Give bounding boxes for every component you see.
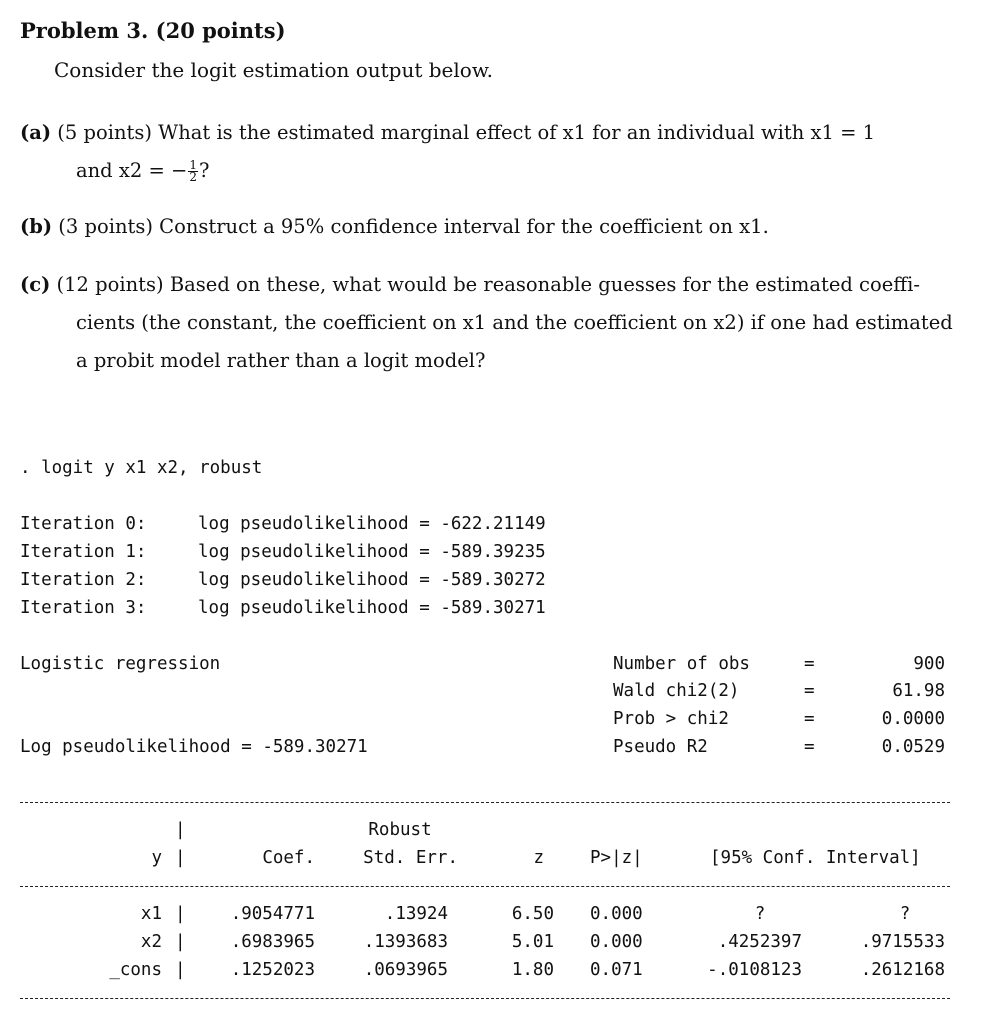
- table-bottom-rule: [20, 998, 950, 999]
- stat-label-r2: Pseudo R2: [613, 737, 708, 757]
- iteration-0-text: log pseudolikelihood = -622.21149: [198, 514, 546, 534]
- part-a-line1: [20, 121, 875, 144]
- row-x2-coef: .6983965: [230, 932, 315, 952]
- stat-label-prob: Prob > chi2: [613, 709, 729, 729]
- header-std-err: Std. Err.: [363, 848, 458, 868]
- header-y: y: [151, 848, 162, 868]
- row-cons-p: 0.071: [590, 960, 643, 980]
- stat-eq-prob: =: [804, 709, 815, 729]
- problem-title: Problem 3. (20 points): [20, 18, 286, 43]
- part-b-label: (b): [20, 215, 53, 238]
- part-c-line1: [20, 273, 920, 296]
- part-c-label: (c): [20, 273, 51, 296]
- iteration-1-label: Iteration 1:: [20, 542, 147, 562]
- row-x2-ci-low: .4252397: [717, 932, 802, 952]
- part-c-line2: cients (the constant, the coefficient on x1 and the coefficient on x2) if one had estimated: [76, 311, 953, 334]
- header-conf-interval: [95% Conf. Interval]: [710, 848, 921, 868]
- problem-intro: Consider the logit estimation output below.: [54, 58, 493, 82]
- header-separator: |: [175, 848, 186, 868]
- stat-eq-nobs: =: [804, 654, 815, 674]
- row-cons-ci-low: -.0108123: [707, 960, 802, 980]
- row-x1-ci-high: ?: [899, 904, 911, 924]
- row-x2-separator: |: [175, 932, 186, 952]
- stat-label-nobs: Number of obs: [613, 654, 750, 674]
- header-p-value: P>|z|: [590, 848, 643, 868]
- row-cons-var: _cons: [109, 960, 162, 980]
- iteration-1-text: log pseudolikelihood = -589.39235: [198, 542, 546, 562]
- stat-value-nobs: 900: [913, 654, 945, 674]
- part-a-label: (a): [20, 121, 52, 144]
- row-cons-ci-high: .2612168: [860, 960, 945, 980]
- row-x1-se: .13924: [384, 904, 448, 924]
- iteration-2-text: log pseudolikelihood = -589.30272: [198, 570, 546, 590]
- stat-eq-wald: =: [804, 681, 815, 701]
- row-cons-se: .0693965: [363, 960, 448, 980]
- log-pseudolikelihood: Log pseudolikelihood = -589.30271: [20, 737, 368, 757]
- fraction-denominator: 2: [189, 170, 197, 184]
- iteration-0-label: Iteration 0:: [20, 514, 147, 534]
- part-a-text2-pre: and x2 = −: [76, 159, 188, 182]
- row-x2-z: 5.01: [511, 932, 554, 952]
- model-name: Logistic regression: [20, 654, 221, 674]
- row-x1-ci-low: ?: [754, 904, 766, 924]
- part-c-text1: (12 points) Based on these, what would be reasonable guesses for the estimated coeffi-: [56, 273, 920, 296]
- iteration-3-label: Iteration 3:: [20, 598, 147, 618]
- part-a-text2-post: ?: [199, 159, 210, 182]
- fraction-numerator: 1: [189, 158, 197, 172]
- header-coef: Coef.: [262, 848, 315, 868]
- part-a-text: (5 points) What is the estimated marginal effect of x1 for an individual with x1 = 1: [57, 121, 876, 144]
- row-x1-var: x1: [140, 904, 162, 924]
- iteration-2-label: Iteration 2:: [20, 570, 147, 590]
- row-x1-p: 0.000: [590, 904, 643, 924]
- row-cons-separator: |: [175, 960, 186, 980]
- header-separator-top: |: [175, 820, 186, 840]
- stat-value-wald: 61.98: [892, 681, 945, 701]
- row-x1-separator: |: [175, 904, 186, 924]
- part-a-line2: [20, 152, 960, 190]
- table-header-rule: [20, 886, 950, 887]
- row-cons-coef: .1252023: [230, 960, 315, 980]
- part-c-line3: a probit model rather than a logit model?: [76, 349, 486, 372]
- iteration-3-text: log pseudolikelihood = -589.30271: [198, 598, 546, 618]
- row-x2-p: 0.000: [590, 932, 643, 952]
- part-a: [20, 114, 960, 190]
- row-x1-z: 6.50: [511, 904, 554, 924]
- stat-value-r2: 0.0529: [881, 737, 945, 757]
- header-z: z: [533, 848, 544, 868]
- stata-command: . logit y x1 x2, robust: [20, 458, 263, 478]
- part-b: [20, 208, 960, 246]
- row-x2-var: x2: [140, 932, 162, 952]
- stat-label-wald: Wald chi2(2): [613, 681, 740, 701]
- row-x2-se: .1393683: [363, 932, 448, 952]
- stat-eq-r2: =: [804, 737, 815, 757]
- row-cons-z: 1.80: [511, 960, 554, 980]
- row-x2-ci-high: .9715533: [860, 932, 945, 952]
- part-c: [20, 266, 960, 380]
- stat-value-prob: 0.0000: [881, 709, 945, 729]
- header-robust: Robust: [368, 820, 432, 840]
- table-top-rule: [20, 802, 950, 803]
- part-b-text: (3 points) Construct a 95% confidence interval for the coefficient on x1.: [58, 215, 769, 238]
- fraction-one-half: [188, 160, 198, 183]
- row-x1-coef: .9054771: [230, 904, 315, 924]
